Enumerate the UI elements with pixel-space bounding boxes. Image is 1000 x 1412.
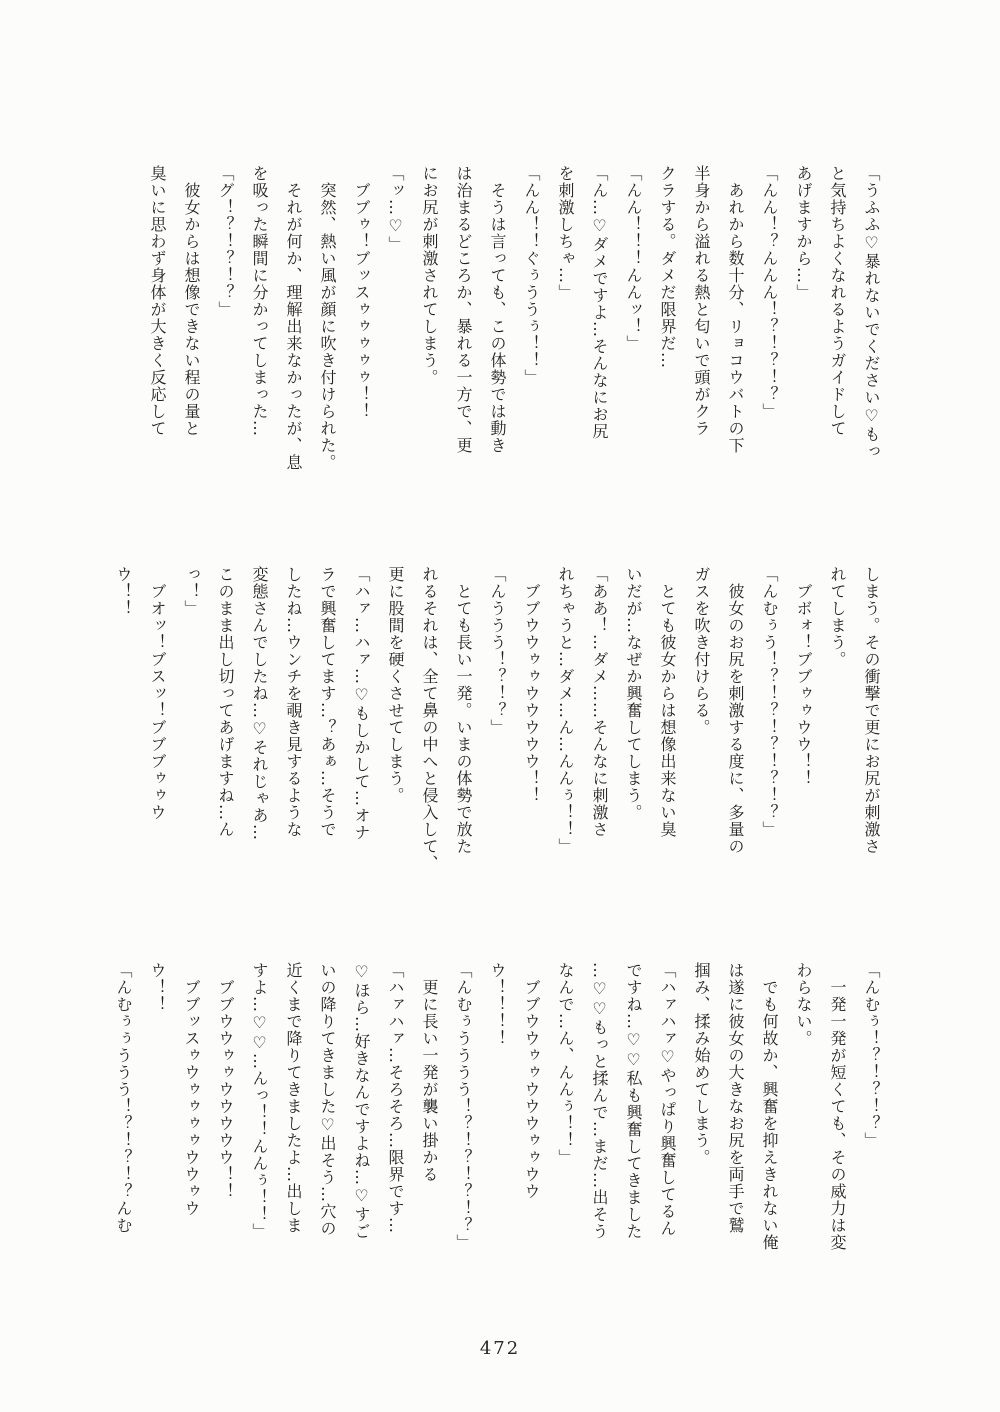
text-line: っ！」 (182, 566, 201, 617)
text-line: わらない。 (794, 962, 813, 1047)
text-line: でも何故か、興奮を抑えきれない俺 (760, 962, 779, 1251)
text-line: 「ああ！…ダメ……そんなに刺激さ (590, 566, 609, 838)
text-line: 「んむぅう！？！？！？！？！？」 (760, 566, 779, 838)
text-line: しまう。その衝撃で更にお尻が刺激さ (862, 566, 881, 855)
text-line: 突然、熱い風が顔に吹き付けられた。 (318, 165, 337, 471)
text-line: ウ！！ (148, 962, 167, 1013)
text-line: 「んむぅぅううう！？！？！？んむ (114, 962, 133, 1234)
text-line: れるそれは、全て鼻の中へと侵入して、 (420, 566, 439, 872)
page-number: 472 (479, 1338, 521, 1359)
text-line: 変態さんでしたね…♡それじゃあ… (250, 566, 269, 841)
text-line: を刺激しちゃ…」 (556, 165, 575, 301)
text-line: すよ…♡♡…んっ！！んんぅ！！」 (250, 962, 269, 1240)
text-line: あれから数十分、リョコウバトの下 (726, 165, 745, 454)
text-line: したね…ウンチを覗き見するような (284, 566, 303, 838)
text-line: れちゃうと…ダメ…ん…んんぅ！！」 (556, 566, 575, 855)
text-line: ブブウウゥゥウウウウウ！！ (216, 962, 235, 1200)
text-line: …♡♡もっと揉んで…まだ…出そう (590, 962, 609, 1240)
text-line: は治まるどころか、暴れる一方で、更 (454, 165, 473, 454)
text-line: 「んん！！！んんッ！」 (624, 165, 643, 352)
text-line: 「ハァハァ♡やっぱり興奮してるん (658, 962, 677, 1237)
text-line: ブブッスゥウゥゥゥゥウウゥウ (182, 962, 201, 1217)
text-line: ガスを吹き付けらる。 (692, 566, 711, 736)
text-line: ですね…♡♡私も興奮してきました (624, 962, 643, 1240)
text-line: ブブゥ！ブッスゥゥゥゥゥ！！ (352, 165, 371, 420)
text-line: クラする。ダメだ限界だ… (658, 165, 677, 369)
text-line: そうは言っても、この体勢では動き (488, 165, 507, 454)
text-line: 半身から溢れる熱と匂いで頭がクラ (692, 165, 711, 437)
text-line: 「ハァ…ハァ…♡もしかして…オナ (352, 566, 371, 841)
text-line: 「ッ…♡」 (386, 165, 405, 253)
text-line: 「んん！？んんん！？！？！？」 (760, 165, 779, 420)
text-line: 臭いに思わず身体が大きく反応して (148, 165, 167, 437)
text-line: にお尻が刺激されてしまう。 (420, 165, 439, 386)
text-line: 「ハァハァ…そろそろ…限界です… (386, 962, 405, 1234)
text-line: 更に股間を硬くさせてしまう。 (386, 566, 405, 804)
text-line: 「んむぅ！？！？！？」 (862, 962, 881, 1149)
text-line: ブオッ！ブスッ！ブブブゥゥウ (148, 566, 167, 821)
text-block-middle (106, 566, 888, 872)
text-line: いだが…なぜか興奮してしまう。 (624, 566, 643, 821)
text-line: ウ！！！！ (488, 962, 507, 1047)
text-line: 彼女からは想像できない程の量と (182, 165, 201, 437)
text-line: なんで…ん、んんぅ！！」 (556, 962, 575, 1166)
text-line: ブブウウゥゥウウウウウ！！ (522, 566, 541, 804)
text-line: 「グ！？！？！？」 (216, 165, 235, 318)
text-line: 「んううう！？！？」 (488, 566, 507, 736)
text-line: 近くまで降りてきましたよ…出しま (284, 962, 303, 1234)
text-line: それが何か、理解出来なかったが、息 (284, 165, 303, 471)
text-line: 「んむぅうううう！？！？！？！？」 (454, 962, 473, 1251)
text-line: 彼女のお尻を刺激する度に、多量の (726, 566, 745, 855)
text-line: いの降りてきました♡出そう…穴の (318, 962, 337, 1237)
text-line: あげますから…」 (794, 165, 813, 301)
text-line: ラで興奮してます…？あぁ…そうで (318, 566, 337, 838)
text-line: 一発一発が短くても、その威力は変 (828, 962, 847, 1251)
text-line: 掴み、揉み始めてしまう。 (692, 962, 711, 1166)
text-block-bottom (106, 962, 888, 1251)
text-line: ♡ほら…好きなんですよね…♡すご (352, 962, 371, 1240)
text-line: とても長い一発。いまの体勢で放た (454, 566, 473, 855)
text-line: とても彼女からは想像出来ない臭 (658, 566, 677, 838)
text-line: ウ！！ (114, 566, 133, 617)
text-line: れてしまう。 (828, 566, 847, 668)
text-line: このまま出し切ってあげますね…ん (216, 566, 235, 838)
text-line: ブブウウゥゥウウウゥゥウウ (522, 962, 541, 1200)
text-line: は遂に彼女の大きなお尻を両手で鷲 (726, 962, 745, 1234)
text-line: 更に長い一発が襲い掛かる (420, 962, 439, 1183)
text-line: と気持ちよくなれるようガイドして (828, 165, 847, 437)
text-line: 「うふふ♡暴れないでください♡もっ (862, 165, 881, 460)
text-line: 「ん…♡ダメですよ…そんなにお尻 (590, 165, 609, 440)
text-line: を吸った瞬間に分かってしまった… (250, 165, 269, 437)
text-block-top (140, 165, 888, 471)
text-line: ブボォ！ブブゥゥウウ！！ (794, 566, 813, 787)
text-line: 「んん！！ぐぅううぅ！！」 (522, 165, 541, 386)
